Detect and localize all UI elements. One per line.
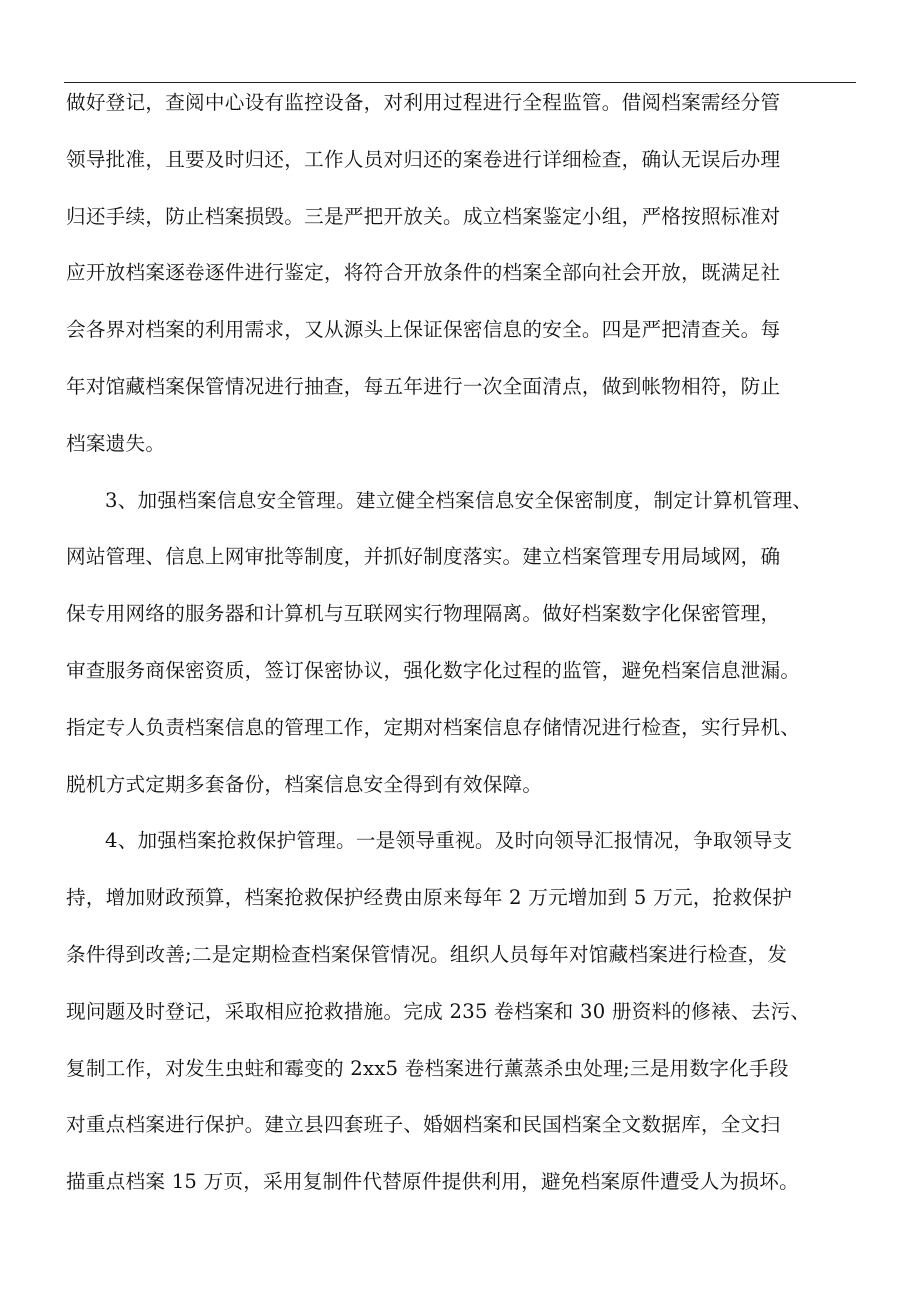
text-line: 保专用网络的服务器和计算机与互联网实行物理隔离。做好档案数字化保密管理， bbox=[66, 602, 781, 626]
text-line: 做好登记，查阅中心设有监控设备，对利用过程进行全程监管。借阅档案需经分管 bbox=[66, 91, 781, 114]
text-line: 指定专人负责档案信息的管理工作，定期对档案信息存储情况进行检查，实行异机、 bbox=[66, 715, 801, 739]
paragraph-4-first-line: 4、加强档案抢救保护管理。一是领导重视。及时向领导汇报情况，争取领导支 bbox=[105, 829, 793, 853]
text-line: 应开放档案逐卷逐件进行鉴定，将符合开放条件的档案全部向社会开放，既满足社 bbox=[66, 261, 781, 285]
text-line: 审查服务商保密资质，签订保密协议，强化数字化过程的监管，避免档案信息泄漏。 bbox=[66, 658, 801, 682]
text-line: 领导批准，且要及时归还，工作人员对归还的案卷进行详细检查，确认无误后办理 bbox=[66, 147, 781, 171]
text-line: 档案遗失。 bbox=[66, 431, 166, 455]
text-line: 年对馆藏档案保管情况进行抽查，每五年进行一次全面清点，做到帐物相符，防止 bbox=[66, 374, 781, 398]
text-line: 归还手续，防止档案损毁。三是严把开放关。成立档案鉴定小组，严格按照标准对 bbox=[66, 204, 781, 228]
text-line: 会各界对档案的利用需求，又从源头上保证保密信息的安全。四是严把清查关。每 bbox=[66, 318, 781, 342]
text-line: 现问题及时登记，采取相应抢救措施。完成 235 卷档案和 30 册资料的修裱、去污、 bbox=[66, 999, 811, 1023]
text-line: 脱机方式定期多套备份，档案信息安全得到有效保障。 bbox=[66, 772, 543, 796]
text-line: 条件得到改善;二是定期检查档案保管情况。组织人员每年对馆藏档案进行检查，发 bbox=[66, 942, 788, 966]
document-body bbox=[66, 83, 858, 1219]
paragraph-3-first-line: 3、加强档案信息安全管理。建立健全档案信息安全保密制度，制定计算机管理、 bbox=[105, 488, 813, 512]
text-line: 描重点档案 15 万页，采用复制件代替原件提供利用，避免档案原件遭受人为损坏。 bbox=[66, 1170, 799, 1194]
text-line: 网站管理、信息上网审批等制度，并抓好制度落实。建立档案管理专用局域网，确 bbox=[66, 545, 781, 569]
text-line: 复制工作，对发生虫蛀和霉变的 2xx5 卷档案进行薰蒸杀虫处理;三是用数字化手段 bbox=[66, 1056, 789, 1080]
text-line: 持，增加财政预算，档案抢救保护经费由原来每年 2 万元增加到 5 万元，抢救保护 bbox=[66, 886, 793, 910]
text-line: 对重点档案进行保护。建立县四套班子、婚姻档案和民国档案全文数据库，全文扫 bbox=[66, 1113, 781, 1137]
